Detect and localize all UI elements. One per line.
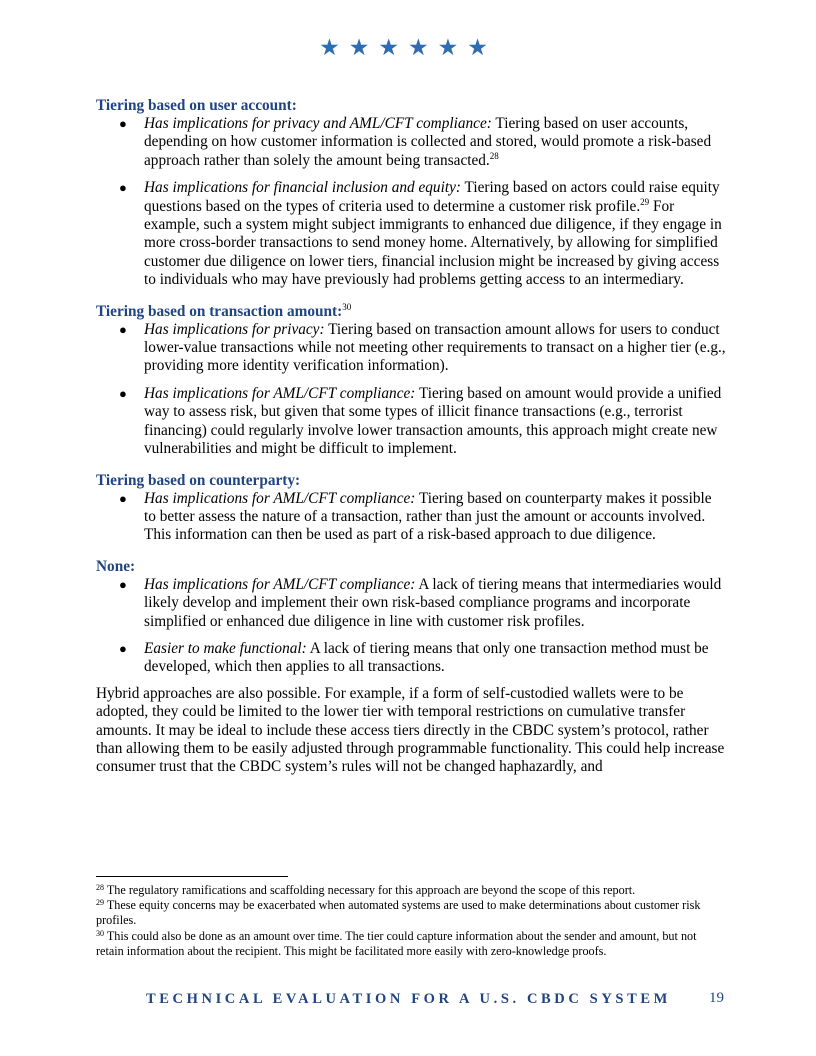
bullet-icon: ● (119, 321, 127, 337)
star-icon: ★ (378, 35, 408, 60)
bullet-icon: ● (119, 640, 127, 656)
footnote-divider (96, 876, 288, 877)
section-counterparty (96, 471, 726, 545)
header-stars (0, 36, 816, 60)
star-icon: ★ (348, 35, 379, 60)
bullet-icon: ● (119, 385, 127, 401)
page-footer (146, 990, 726, 1008)
section-heading: Tiering based on user account: (96, 97, 297, 114)
section-heading: Tiering based on transaction amount:$^{30}$ (96, 301, 352, 320)
page-number: 19 (709, 990, 724, 1006)
list-item: ● Has implications for AML/CFT compliance: Tiering based on amount would provide a unified way to assess risk, but given that some types of illicit finance transactions (e.g., terrorist financing) could regularly involve lower transaction amounts, this approach might create new vulnerabilities and might be difficult to implement. (119, 384, 722, 458)
bullet-icon: ● (119, 180, 127, 196)
star-icon: ★ (437, 35, 468, 60)
list-item: ● Has implications for AML/CFT compliance: A lack of tiering means that intermediaries would likely develop and implement their own risk-based compliance programs and incorporate simplified or enhanced due diligence in line with customer risk profiles. (119, 575, 722, 630)
footer-title: TECHNICAL EVALUATION FOR A U.S. CBDC SYSTEM (146, 991, 671, 1007)
page-content (96, 96, 726, 777)
footnote: $^{30}$ This could also be done as an amount over time. The tier could capture information about the sender and amount, but not retain information about the recipient. This might be facilitated more easily with zero-knowledge proofs. (96, 928, 697, 958)
bullet-icon: ● (119, 576, 127, 592)
bullet-list (96, 115, 726, 290)
bullet-list (96, 321, 726, 459)
star-icon: ★ (467, 35, 497, 60)
star-icon: ★ (408, 35, 438, 60)
footnote: $^{28}$ The regulatory ramifications and scaffolding necessary for this approach are beyond the scope of this report. (96, 883, 636, 897)
bullet-icon: ● (119, 116, 127, 131)
section-user-account (96, 96, 726, 290)
footnote-ref[interactable]: 30 (342, 301, 352, 312)
footnote-ref[interactable]: 29 (640, 196, 650, 207)
list-item: ● Has implications for privacy: Tiering based on transaction amount allows for users to conduct lower-value transactions while not meeting other requirements to transact on a higher tier (e.g., providing more identity verification information). (119, 320, 726, 375)
footnotes (96, 883, 726, 959)
list-item: ● Has implications for financial inclusion and equity: Tiering based on actors could raise equity questions based on the types of criteria used to determine a customer risk profile.$^{29}$ For example, such a system might subject immigrants to enhanced due diligence, if they engage in more cross-border transactions to send money home. Alternatively, by allowing for simplified customer due diligence on lower tiers, financial inclusion might be increased by giving access to individuals who may have previously had problems getting access to an intermediary. (119, 179, 722, 289)
section-transaction-amount (96, 302, 726, 459)
body-paragraph: Hybrid approaches are also possible. For example, if a form of self-custodied wallets were to be adopted, they could be limited to the lower tier with temporal restrictions on cumulative transfer amounts. It may be ideal to include these access tiers directly in the CBDC system’s protocol, rather than allowing them to be easily adjusted through programmable functionality. This could help increase consumer trust that the CBDC system’s rules will not be changed haphazardly, and (96, 684, 725, 776)
bullet-icon: ● (119, 490, 127, 506)
footnote-ref[interactable]: 28 (489, 150, 499, 161)
bullet-list (96, 490, 726, 545)
section-none (96, 557, 726, 677)
bullet-list (96, 576, 726, 677)
list-item: ● Easier to make functional: A lack of tiering means that only one transaction method must be developed, which then applies to all transactions. (119, 639, 709, 676)
section-heading: Tiering based on counterparty: (96, 471, 301, 489)
footnote: $^{29}$ These equity concerns may be exacerbated when automated systems are used to make determinations about customer risk profiles. (96, 898, 701, 928)
list-item: ● Has implications for AML/CFT compliance: Tiering based on counterparty makes it possible to better assess the nature of a transaction, rather than just the amount or accounts involved. This information can then be used as part of a risk-based approach to due diligence. (119, 489, 712, 544)
section-heading: None: (96, 557, 136, 575)
star-icon: ★ (319, 35, 349, 60)
list-item: ● Has implications for privacy and AML/CFT compliance: Tiering based on user accounts, depending on how customer information is collected and stored, would promote a risk-based approach rather than solely the amount being transacted.$^{28}$ (119, 115, 712, 169)
